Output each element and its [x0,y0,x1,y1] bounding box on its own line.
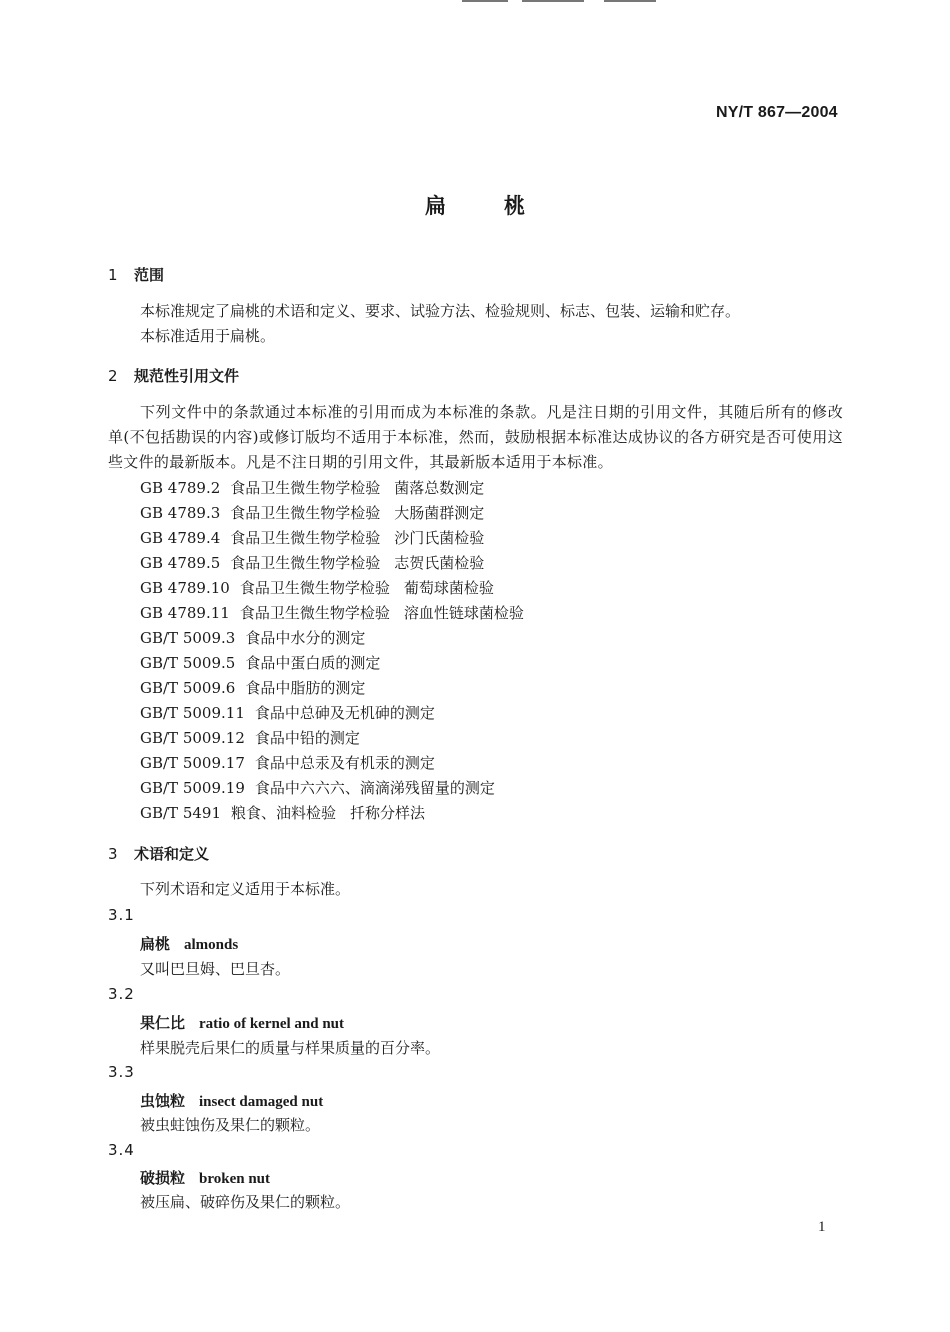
reference-title: 食品中总汞及有机汞的测定 [254,754,435,772]
term-name-en: ratio of kernel and nut [199,1016,345,1032]
scan-artifact [604,0,656,2]
section-number: 2 [108,367,118,385]
term-name [140,1167,270,1188]
term-name [140,1090,323,1111]
reference-code: GB/T 5009.17 [140,754,245,772]
reference-item [140,751,524,776]
reference-title: 食品卫生微生物学检验 [239,604,390,622]
reference-title: 食品中总砷及无机砷的测定 [254,704,435,722]
reference-title: 食品中六六六、滴滴涕残留量的测定 [254,779,495,797]
reference-subtitle: 菌落总数测定 [394,479,485,497]
reference-code: GB 4789.5 [140,554,221,572]
reference-code: GB/T 5009.3 [140,629,236,647]
reference-code: GB/T 5009.12 [140,729,245,747]
reference-subtitle: 溶血性链球菌检验 [403,604,524,622]
term-name-zh: 果仁比 [140,1014,186,1032]
document-title: 扁桃 [425,194,583,218]
reference-item [140,701,524,726]
section-heading-normative-references [108,365,239,386]
standard-number: NY/T 867—2004 [716,104,838,121]
reference-item [140,476,524,501]
reference-list [140,476,524,826]
reference-item [140,576,524,601]
reference-title: 食品中铅的测定 [254,729,360,747]
term-name [140,1012,344,1033]
reference-title: 食品卫生微生物学检验 [230,479,381,497]
term-definition: 样果脱壳后果仁的质量与样果质量的百分率。 [140,1039,441,1057]
reference-title: 食品卫生微生物学检验 [230,554,381,572]
term-name [140,933,238,954]
reference-item [140,676,524,701]
term-number: 3.4 [108,1141,135,1159]
term-name-en: insect damaged nut [199,1094,324,1110]
reference-subtitle: 扦称分样法 [350,804,426,822]
reference-item [140,776,524,801]
page-number: 1 [818,1219,826,1235]
reference-title: 食品中脂肪的测定 [245,679,366,697]
reference-item [140,501,524,526]
reference-item [140,651,524,676]
reference-item [140,526,524,551]
reference-code: GB/T 5491 [140,804,222,822]
reference-title: 食品中蛋白质的测定 [245,654,381,672]
scan-artifact [522,0,584,2]
section-number: 1 [108,266,118,284]
reference-code: GB 4789.3 [140,504,221,522]
reference-title: 食品中水分的测定 [245,629,366,647]
reference-item [140,801,524,826]
reference-subtitle: 志贺氏菌检验 [394,554,485,572]
term-name-zh: 破损粒 [140,1169,186,1187]
section-number: 3 [108,845,118,863]
term-definition: 被虫蛀蚀伤及果仁的颗粒。 [140,1116,321,1134]
reference-code: GB/T 5009.11 [140,704,245,722]
term-name-zh: 虫蚀粒 [140,1092,186,1110]
paragraph: 本标准适用于扁桃。 [140,327,276,345]
reference-subtitle: 大肠菌群测定 [394,504,485,522]
section-title: 范围 [134,266,165,284]
reference-code: GB/T 5009.19 [140,779,245,797]
reference-code: GB 4789.10 [140,579,230,597]
section-heading-scope [108,264,164,285]
reference-code: GB/T 5009.6 [140,679,236,697]
term-name-zh: 扁桃 [140,935,171,953]
references-intro-paragraph: 下列文件中的条款通过本标准的引用而成为本标准的条款。凡是注日期的引用文件，其随后所有的修改单(不包括勘误的内容)或修订版均不适用于本标准，然而，鼓励根据本标准达成协议的各方研究是否可使用这些文件的最新版本。凡是不注日期的引用文件，其最新版本适用于本标准。 [108,403,843,471]
reference-title: 食品卫生微生物学检验 [239,579,390,597]
scan-artifact [462,0,508,2]
reference-item [140,601,524,626]
reference-item [140,726,524,751]
reference-subtitle: 葡萄球菌检验 [403,579,494,597]
reference-item [140,626,524,651]
term-name-en: broken nut [199,1171,271,1187]
reference-item [140,551,524,576]
reference-code: GB/T 5009.5 [140,654,236,672]
term-number: 3.2 [108,985,135,1003]
section-heading-terms-definitions [108,843,209,864]
term-number: 3.1 [108,906,135,924]
section-title: 规范性引用文件 [134,367,240,385]
reference-title: 食品卫生微生物学检验 [230,529,381,547]
reference-code: GB 4789.2 [140,479,221,497]
term-number: 3.3 [108,1063,135,1081]
reference-subtitle: 沙门氏菌检验 [394,529,485,547]
term-definition: 又叫巴旦姆、巴旦杏。 [140,960,291,978]
term-name-en: almonds [184,937,239,953]
reference-code: GB 4789.11 [140,604,230,622]
reference-title: 食品卫生微生物学检验 [230,504,381,522]
section-title: 术语和定义 [134,845,210,863]
paragraph: 本标准规定了扁桃的术语和定义、要求、试验方法、检验规则、标志、包装、运输和贮存。 [140,302,741,320]
reference-code: GB 4789.4 [140,529,221,547]
paragraph: 下列术语和定义适用于本标准。 [140,880,351,898]
reference-title: 粮食、油料检验 [231,804,337,822]
term-definition: 被压扁、破碎伤及果仁的颗粒。 [140,1193,351,1211]
